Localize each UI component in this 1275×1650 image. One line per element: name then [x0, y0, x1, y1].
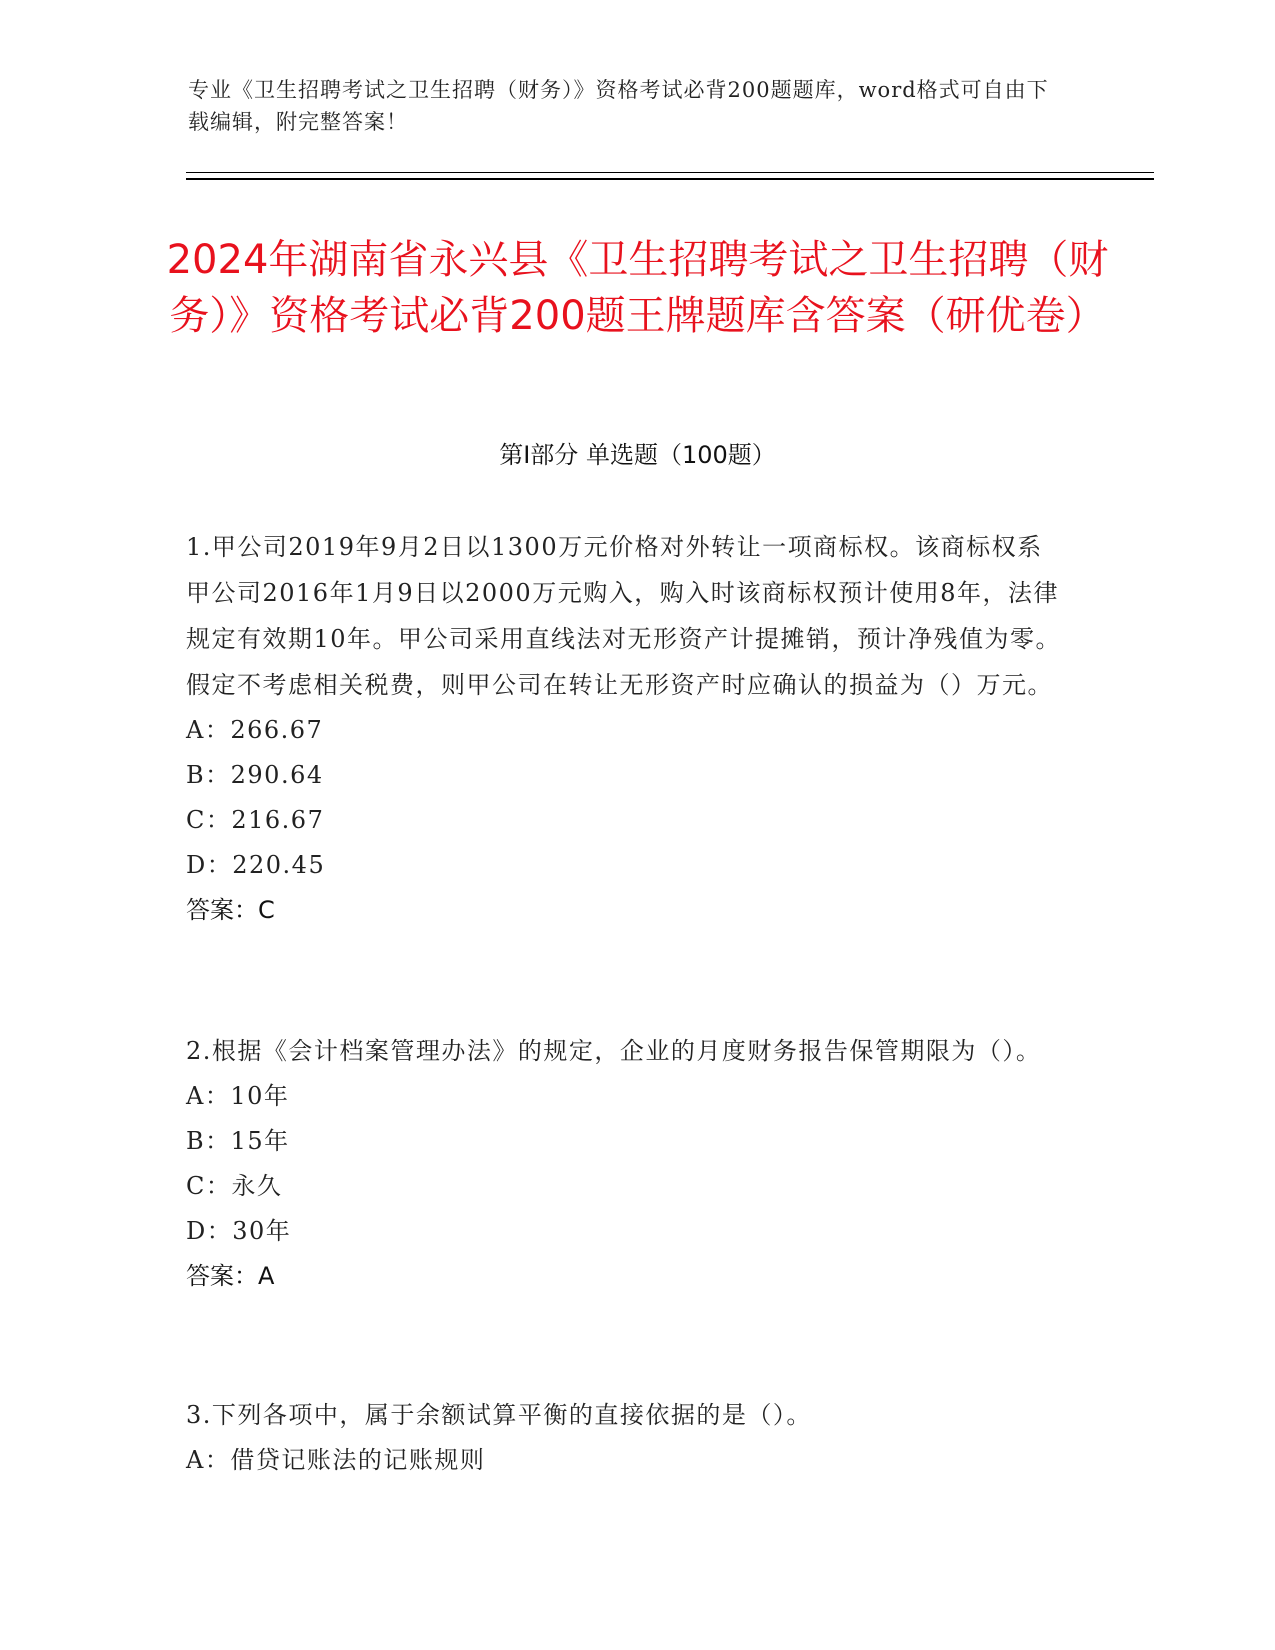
option-d: D：220.45 [186, 851, 326, 879]
question-stem: 2.根据《会计档案管理办法》的规定，企业的月度财务报告保管期限为（）。 [186, 1037, 1042, 1065]
option-b: B：290.64 [186, 761, 324, 789]
option-c: C：216.67 [186, 806, 325, 834]
header-note: 专业《卫生招聘考试之卫生招聘（财务）》资格考试必背200题题库，word格式可自由下载编辑，附完整答案！ [188, 78, 1049, 134]
question-1 [186, 524, 1066, 933]
option-b: B：15年 [186, 1127, 290, 1155]
option-d: D：30年 [186, 1217, 292, 1245]
question-2 [186, 1028, 1066, 1299]
question-stem: 1.甲公司2019年9月2日以1300万元价格对外转让一项商标权。该商标权系甲公司2016年1月9日以2000万元购入，购入时该商标权预计使用8年，法律规定有效期10年。甲公司采用直线法对无形资产计提摊销，预计净残值为零。假定不考虑相关税费，则甲公司在转让无形资产时应确认的损益为（）万元。 [186, 533, 1062, 699]
answer: 答案：C [186, 896, 275, 924]
document-title: 2024年湖南省永兴县《卫生招聘考试之卫生招聘（财务）》资格考试必背200题王牌题库含答案（研优卷） [166, 237, 1109, 339]
option-a: A：借贷记账法的记账规则 [186, 1446, 486, 1474]
question-stem: 3.下列各项中，属于余额试算平衡的直接依据的是（）。 [186, 1401, 812, 1429]
answer: 答案：A [186, 1262, 275, 1290]
header-divider-thick [186, 178, 1154, 180]
header-divider-thin [186, 172, 1154, 173]
section-heading: 第Ⅰ部分 单选题（100题） [499, 441, 776, 469]
question-3 [186, 1392, 1066, 1483]
option-a: A：266.67 [186, 716, 324, 744]
option-c: C：永久 [186, 1172, 283, 1200]
option-a: A：10年 [186, 1082, 290, 1110]
